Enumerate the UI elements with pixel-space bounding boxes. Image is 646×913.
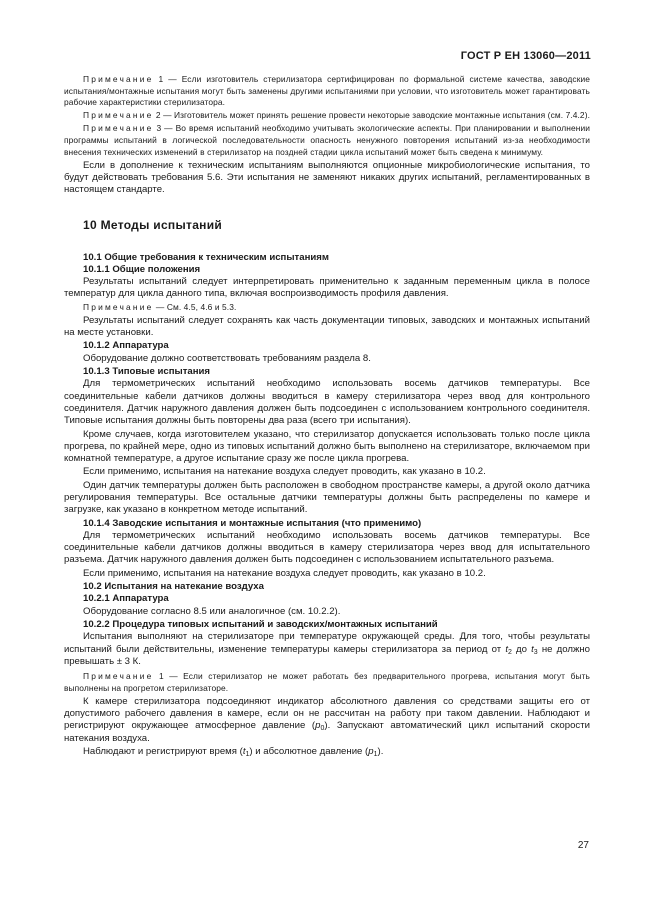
paragraph: Кроме случаев, когда изготовителем указано, что стерилизатор допускается использовать только после цикла прогрева, по крайней мере, одно из типовых испытаний должно быть выполнено на стерилизаторе, включаемом при комнатной температуре, а другое испытание сразу же после цикла прогрева. — [64, 428, 590, 465]
note-text: 1 — Если изготовитель стерилизатора сертифицирован по формальной системе качества, заводские испытания/монтажные испытания могут быть заменены другими испытаниями при условии, что изготовитель может гарантировать рабочие характеристики стерилизатора. — [64, 74, 590, 108]
note-text: 3 — Во время испытаний необходимо учитывать экологические аспекты. При планировании и выполнении программы испытаний в логической последовательности опасность ненужного повторения испытаний из-за необходимости внесения технических изменений в стерилизатор на поздней стадии цикла испытаний может быть сведена к минимуму. — [64, 123, 590, 157]
section-10-2-heading: 10.2 Испытания на натекание воздуха — [83, 581, 264, 593]
note-preheat — [64, 671, 590, 694]
text-run: ) и абсолютное давление ( — [249, 746, 369, 758]
note-2 — [64, 110, 590, 122]
note-text: 2 — Изготовитель может принять решение провести некоторые заводские монтажные испытания (см. 7.4.2). — [153, 110, 591, 121]
var-t1-sub: 1 — [245, 751, 250, 759]
note-1 — [64, 74, 590, 109]
var-t2: t — [505, 643, 508, 655]
note-text: 1 — Если стерилизатор не может работать без предварительного прогрева, испытания могут быть выполнены на прогретом стерилизаторе. — [64, 671, 590, 693]
paragraph: Результаты испытаний следует интерпретировать применительно к заданным переменным цикла в полосе температур для цикла данного типа, включая воспроизводимость профиля давления. — [64, 276, 590, 300]
note-label: Примечание — [83, 74, 154, 84]
section-10-1-1-heading: 10.1.1 Общие положения — [83, 263, 201, 275]
text-run: Испытания выполняют на стерилизаторе при температуре окружающей среды. Для того, чтобы результаты испытаний были действительны, изменение температуры камеры стерилизатора за период от — [64, 631, 590, 655]
note-label: Примечание — [83, 123, 154, 134]
paragraph: Для термометрических испытаний необходимо использовать восемь датчиков температуры. Все соединительные кабели датчиков должны вводиться в камеру стерилизатора через ввод для испытательного разъема. Датчик наружного давления должен быть подсоединен с использованием испытательного разъема. — [64, 529, 590, 566]
note-see — [64, 302, 590, 314]
section-10-1-2-heading: 10.1.2 Аппаратура — [83, 340, 169, 352]
note-label: Примечание — [83, 671, 154, 682]
var-t3: t — [531, 643, 534, 655]
var-t3-sub: 3 — [533, 648, 538, 656]
var-t2-sub: 2 — [507, 648, 512, 656]
section-10-1-4-heading: 10.1.4 Заводские испытания и монтажные испытания (что применимо) — [83, 517, 422, 529]
section-10-1-3-heading: 10.1.3 Типовые испытания — [83, 366, 211, 378]
paragraph: Оборудование должно соответствовать требованиям раздела 8. — [83, 352, 371, 364]
paragraph-pressure — [64, 696, 590, 745]
page-content — [64, 74, 590, 759]
page-header-standard-id: ГОСТ Р ЕН 13060—2011 — [460, 50, 591, 62]
page-number: 27 — [577, 840, 589, 851]
var-p1: p — [368, 746, 374, 758]
text-run: Наблюдают и регистрируют время ( — [83, 746, 243, 758]
text-run: ). Запускают автоматический цикл испытаний скорости натекания воздуха. — [64, 720, 590, 744]
intro-paragraph: Если в дополнение к техническим испытаниям выполняются опционные микробиологические испытания, то будут действовать требования 5.6. Эти испытания не заменяют никаких других испытаний, регламентированных в настоящем стандарте. — [64, 159, 590, 196]
note-label: Примечание — [83, 301, 154, 312]
paragraph-observe — [64, 746, 590, 758]
text-run: ). — [377, 746, 384, 758]
section-10-1-heading: 10.1 Общие требования к техническим испытаниям — [83, 251, 329, 263]
text-run: К камере стерилизатора подсоединяют индикатор абсолютного давления со средствами защиты его от допустимого рабочего давления в камере, если он не рассчитан на работу при таком давлении. Наблюдают и регистрируют окружающее атмосферное давление ( — [64, 695, 590, 732]
note-text: — См. 4.5, 4.6 и 5.3. — [153, 301, 237, 312]
paragraph: Если применимо, испытания на натекание воздуха следует проводить, как указано в 10.2. — [83, 466, 486, 478]
var-p1-sub: 1 — [373, 751, 378, 759]
var-p0: p — [315, 720, 321, 732]
text-run: не должно превышать ± 3 К. — [64, 643, 590, 667]
paragraph: Если применимо, испытания на натекание воздуха следует проводить, как указано в 10.2. — [83, 567, 486, 579]
paragraph: Для термометрических испытаний необходимо использовать восемь датчиков температуры. Все соединительные кабели датчиков должны вводиться в камеру стерилизатора через ввод для контрольного соединителя. Датчик наружного давления должен быть подсоединен с использованием контрольного соединителя. Типовые испытания должны быть повторены два раза (всего три испытания). — [64, 378, 590, 427]
paragraph: Один датчик температуры должен быть расположен в свободном пространстве камеры, а другой около датчика регулирования температуры. Все остальные датчики температуры должны быть распределены по камере и загрузке, как указано в конкретном методе испытаний. — [64, 479, 590, 516]
var-t1: t — [242, 746, 246, 758]
note-3 — [64, 123, 590, 158]
section-10-heading: 10 Методы испытаний — [83, 217, 223, 232]
section-10-2-2-heading: 10.2.2 Процедура типовых испытаний и заводских/монтажных испытаний — [83, 618, 438, 630]
note-label: Примечание — [83, 110, 154, 121]
var-p0-sub: 0 — [320, 725, 325, 733]
text-run: до — [511, 643, 532, 655]
section-10-2-1-heading: 10.2.1 Аппаратура — [83, 593, 169, 605]
paragraph: Оборудование согласно 8.5 или аналогичное (см. 10.2.2). — [83, 605, 341, 617]
paragraph-temperature — [64, 631, 590, 668]
paragraph: Результаты испытаний следует сохранять как часть документации типовых, заводских и монтажных испытаний на месте установки. — [64, 314, 590, 339]
